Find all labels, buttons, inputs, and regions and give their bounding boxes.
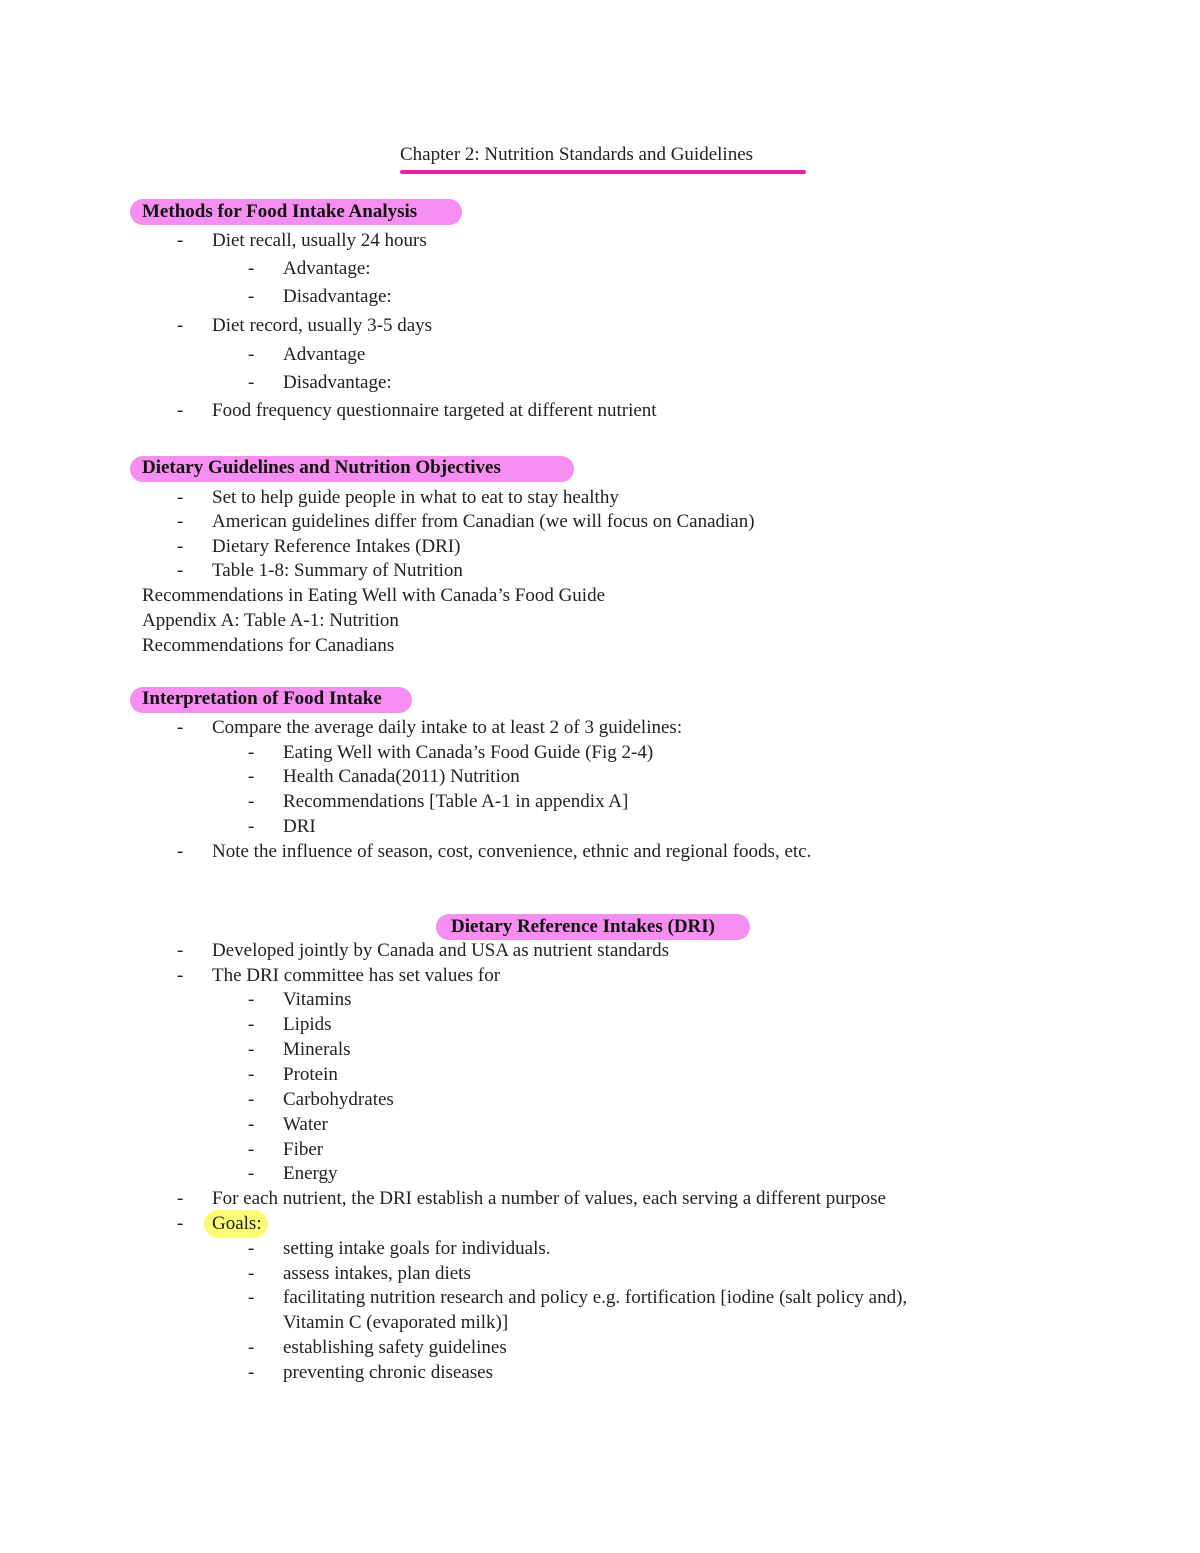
- list-item: Goals:: [212, 1213, 262, 1234]
- list-item: Vitamins: [283, 989, 352, 1010]
- section-heading-guidelines: Dietary Guidelines and Nutrition Objectives: [142, 457, 501, 478]
- list-item: Protein: [283, 1064, 338, 1085]
- bullet-dash: -: [248, 258, 255, 279]
- list-item: Minerals: [283, 1039, 351, 1060]
- section-heading-methods: Methods for Food Intake Analysis: [142, 201, 418, 222]
- bullet-dash: -: [248, 1014, 255, 1035]
- bullet-dash: -: [248, 1039, 255, 1060]
- list-item: Diet record, usually 3-5 days: [212, 315, 433, 336]
- list-item: Set to help guide people in what to eat to stay healthy: [212, 487, 619, 508]
- bullet-dash: -: [248, 766, 255, 787]
- continuation-line: Recommendations for Canadians: [142, 635, 395, 656]
- list-item: Developed jointly by Canada and USA as nutrient standards: [212, 940, 669, 961]
- bullet-dash: -: [248, 989, 255, 1010]
- list-item: establishing safety guidelines: [283, 1337, 507, 1358]
- bullet-dash: -: [248, 1139, 255, 1160]
- bullet-dash: -: [177, 717, 184, 738]
- bullet-dash: -: [177, 1188, 184, 1209]
- list-item: Lipids: [283, 1014, 332, 1035]
- bullet-dash: -: [177, 230, 184, 251]
- bullet-dash: -: [248, 816, 255, 837]
- list-item: DRI: [283, 816, 316, 837]
- bullet-dash: -: [248, 286, 255, 307]
- list-item: Food frequency questionnaire targeted at different nutrient: [212, 400, 657, 421]
- list-item: Disadvantage:: [283, 286, 392, 307]
- list-item: Eating Well with Canada’s Food Guide (Fig 2-4): [283, 742, 654, 763]
- page-title: Chapter 2: Nutrition Standards and Guidelines: [400, 144, 754, 165]
- list-item: facilitating nutrition research and policy e.g. fortification [iodine (salt policy and),: [283, 1287, 908, 1308]
- bullet-dash: -: [177, 560, 184, 581]
- list-item: Carbohydrates: [283, 1089, 394, 1110]
- bullet-dash: -: [177, 536, 184, 557]
- list-item: Health Canada(2011) Nutrition: [283, 766, 520, 787]
- bullet-dash: -: [248, 1089, 255, 1110]
- list-item: American guidelines differ from Canadian (we will focus on Canadian): [212, 511, 755, 532]
- section-heading-interpretation: Interpretation of Food Intake: [142, 688, 382, 709]
- list-item: assess intakes, plan diets: [283, 1263, 471, 1284]
- list-item: The DRI committee has set values for: [212, 965, 501, 986]
- list-item: Compare the average daily intake to at least 2 of 3 guidelines:: [212, 717, 683, 738]
- bullet-dash: -: [248, 1337, 255, 1358]
- bullet-dash: -: [177, 940, 184, 961]
- bullet-dash: -: [177, 487, 184, 508]
- continuation-line: Recommendations in Eating Well with Canada’s Food Guide: [142, 585, 606, 606]
- continuation-line: Vitamin C (evaporated milk)]: [283, 1312, 509, 1333]
- bullet-dash: -: [248, 791, 255, 812]
- bullet-dash: -: [177, 511, 184, 532]
- list-item: Dietary Reference Intakes (DRI): [212, 536, 461, 557]
- list-item: Energy: [283, 1163, 338, 1184]
- list-item: Recommendations [Table A-1 in appendix A]: [283, 791, 629, 812]
- list-item: Advantage:: [283, 258, 371, 279]
- bullet-dash: -: [177, 400, 184, 421]
- bullet-dash: -: [177, 841, 184, 862]
- bullet-dash: -: [248, 1064, 255, 1085]
- continuation-line: Appendix A: Table A-1: Nutrition: [142, 610, 399, 631]
- bullet-dash: -: [248, 1238, 255, 1259]
- bullet-dash: -: [248, 372, 255, 393]
- bullet-dash: -: [177, 315, 184, 336]
- list-item: setting intake goals for individuals.: [283, 1238, 551, 1259]
- section-heading-dri: Dietary Reference Intakes (DRI): [451, 916, 715, 937]
- bullet-dash: -: [177, 965, 184, 986]
- list-item: Advantage: [283, 344, 366, 365]
- list-item: preventing chronic diseases: [283, 1362, 493, 1383]
- list-item: Note the influence of season, cost, convenience, ethnic and regional foods, etc.: [212, 841, 812, 862]
- bullet-dash: -: [248, 344, 255, 365]
- bullet-dash: -: [248, 1362, 255, 1383]
- bullet-dash: -: [177, 1213, 184, 1234]
- list-item: Fiber: [283, 1139, 324, 1160]
- list-item: Table 1-8: Summary of Nutrition: [212, 560, 463, 581]
- bullet-dash: -: [248, 1263, 255, 1284]
- bullet-dash: -: [248, 742, 255, 763]
- list-item: Diet recall, usually 24 hours: [212, 230, 427, 251]
- list-item: For each nutrient, the DRI establish a number of values, each serving a different purpose: [212, 1188, 886, 1209]
- bullet-dash: -: [248, 1287, 255, 1308]
- list-item: Water: [283, 1114, 328, 1135]
- title-underline: [400, 170, 806, 174]
- bullet-dash: -: [248, 1163, 255, 1184]
- bullet-dash: -: [248, 1114, 255, 1135]
- list-item: Disadvantage:: [283, 372, 392, 393]
